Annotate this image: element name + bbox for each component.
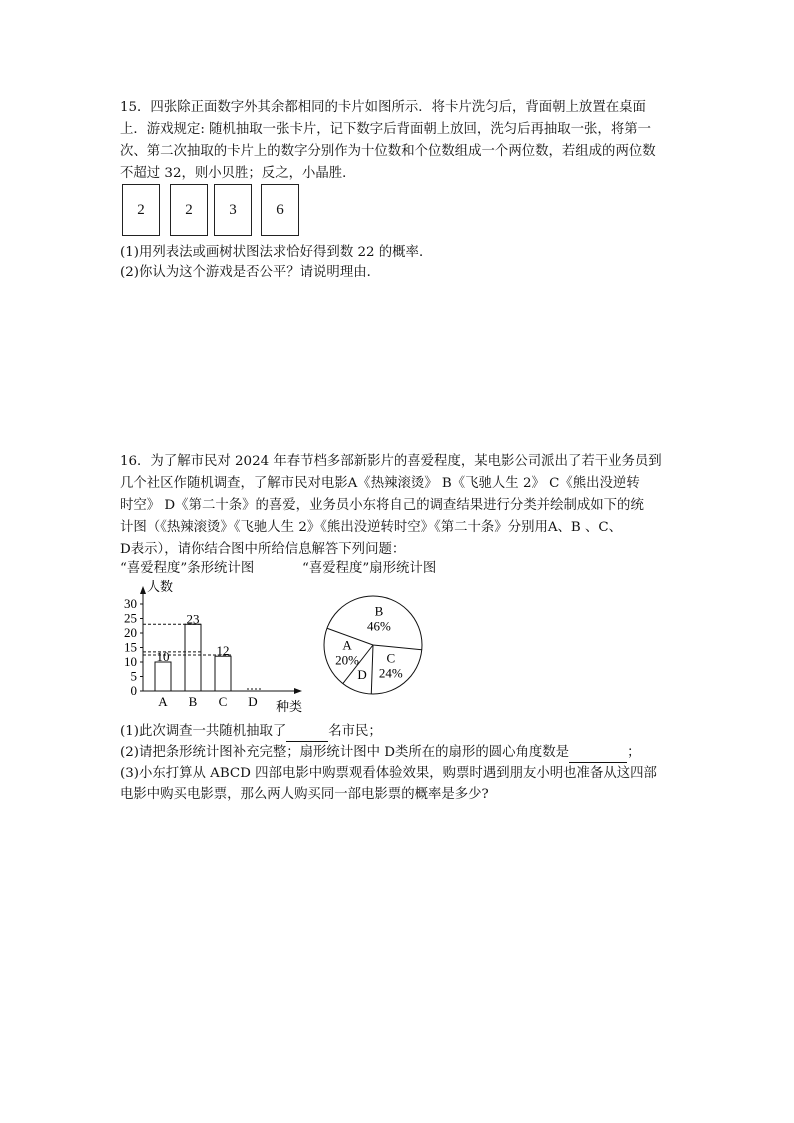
q15-line: 15．四张除正面数字外其余都相同的卡片如图所示．将卡片洗匀后，背面朝上放置在桌面: [120, 100, 646, 115]
x-axis-label: 种类: [276, 699, 303, 714]
pie-percent-label: 46%: [367, 618, 391, 634]
q16-part1-suffix: 名市民；: [328, 724, 382, 739]
pie-slice-label: A: [342, 637, 352, 653]
y-tick-label: 25: [124, 610, 137, 626]
q15-part2: (2)你认为这个游戏是否公平？请说明理由．: [120, 265, 380, 280]
q15-line: 不超过 32，则小贝胜；反之，小晶胜．: [120, 166, 356, 181]
x-tick-label: C: [218, 694, 228, 709]
q16-line: D表示），请你结合图中所给信息解答下列问题：: [120, 542, 406, 557]
bar-value-label: 23: [186, 611, 200, 627]
card: 3: [214, 184, 252, 236]
q16-part3-line: 电影中购买电影票，那么两人购买同一部电影票的概率是多少?: [120, 787, 489, 802]
q15-line: 上．游戏规定: 随机抽取一张卡片，记下数字后背面朝上放回，洗匀后再抽取一张，将第一: [120, 122, 651, 137]
card: 2: [122, 184, 160, 236]
q16-line: 时空》 D《第二十条》的喜爱，业务员小东将自己的调查结果进行分类并绘制成如下的统: [120, 498, 644, 513]
q16-part2-suffix: ；: [627, 745, 641, 760]
bar: [185, 624, 201, 691]
bar: [215, 656, 231, 691]
y-tick-label: 30: [124, 596, 137, 611]
bar-value-label: 12: [216, 643, 230, 659]
x-axis-arrow: [294, 688, 302, 694]
pie-slice-label: C: [386, 650, 396, 666]
q16-line: 几个社区作随机调查，了解市民对电影A《热辣滚烫》 B《飞驰人生 2》 C《熊出没逆转: [120, 476, 640, 491]
x-tick-label: B: [188, 694, 198, 709]
pie-chart-caption: “喜爱程度”扇形统计图: [302, 561, 437, 576]
bar-chart-caption: “喜爱程度”条形统计图: [120, 561, 255, 576]
q15-part1: (1)用列表法或画树状图法求恰好得到数 22 的概率．: [120, 245, 433, 260]
y-tick-label: 0: [130, 683, 137, 698]
y-axis-label: 人数: [147, 579, 174, 594]
q16-line: 16．为了解市民对 2024 年春节档多部新影片的喜爱程度，某电影公司派出了若干业务员到: [120, 454, 662, 469]
answer-blank: [286, 727, 328, 742]
q16-part1: [120, 722, 382, 742]
bar-chart: [110, 574, 310, 720]
q16-part3-line: (3)小东打算从 ABCD 四部电影中购票观看体验效果，购票时遇到朋友小明也准备从这四部: [120, 766, 657, 781]
card: 6: [261, 184, 299, 236]
y-tick-label: 20: [124, 625, 137, 640]
x-tick-label: D: [248, 694, 258, 709]
bar: [155, 662, 171, 691]
pie-slice-label: B: [374, 603, 384, 619]
q16-part2-prefix: (2)请把条形统计图补充完整；扇形统计图中 D类所在的扇形的圆心角度数是: [120, 745, 570, 760]
q15-line: 次、第二次抽取的卡片上的数字分别作为十位数和个位数组成一个两位数，若组成的两位数: [120, 144, 656, 159]
x-tick-label: A: [158, 694, 168, 709]
q16-part1-prefix: (1)此次调查一共随机抽取了: [120, 724, 287, 739]
q16-part2: [120, 743, 640, 763]
pie-slice-label: D: [357, 667, 367, 683]
q16-stem: [120, 451, 682, 561]
q15-stem: [120, 97, 682, 185]
pie-chart: [322, 594, 442, 704]
q16-line: 计图（《热辣滚烫》《飞驰人生 2》《熊出没逆转时空》《第二十条》分别用A、B 、C、: [120, 520, 623, 535]
y-tick-label: 15: [124, 639, 137, 655]
y-axis-arrow: [140, 586, 146, 594]
card: 2: [170, 184, 208, 236]
bar-value-label: 10: [156, 649, 170, 664]
pie-percent-label: 20%: [335, 652, 359, 668]
y-tick-label: 10: [124, 654, 137, 669]
y-tick-label: 5: [130, 668, 137, 684]
pie-percent-label: 24%: [378, 665, 403, 681]
answer-blank: [569, 748, 627, 763]
